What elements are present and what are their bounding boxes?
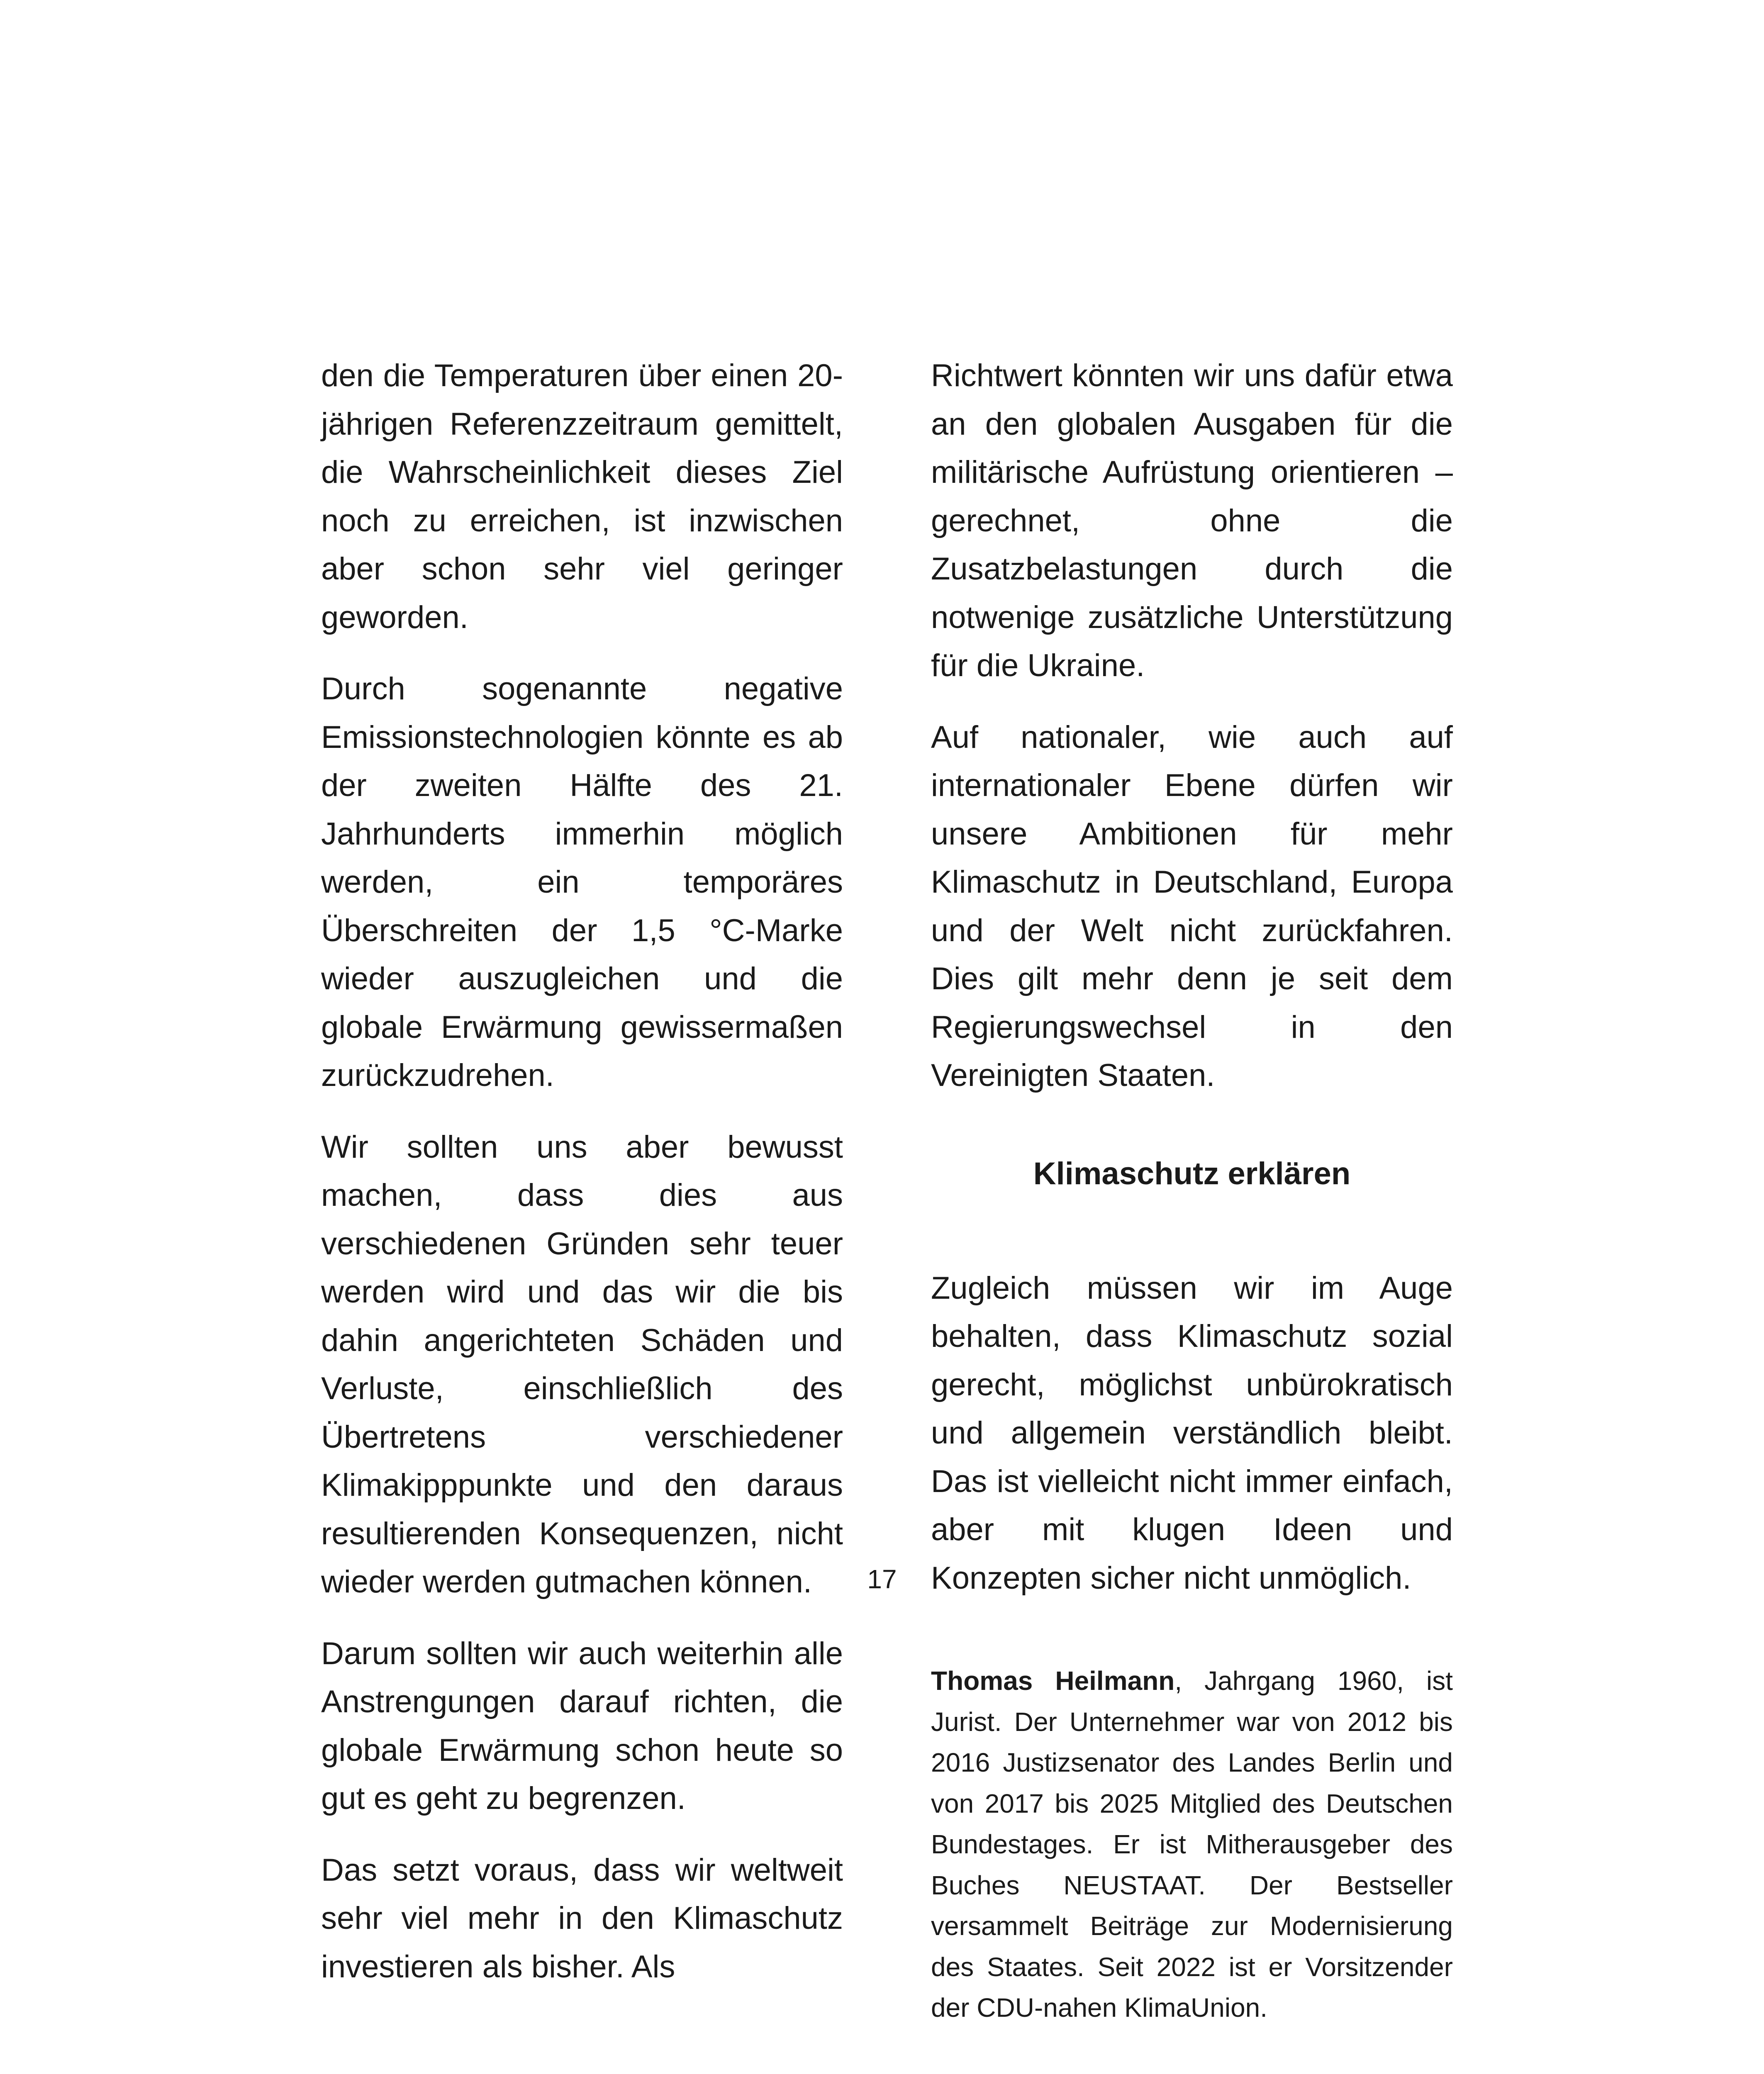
body-paragraph: Wir sollten uns aber bewusst machen, dass dies aus verschiedenen Gründen sehr teuer werden wird und das wir die bis dahin angerichteten Schäden und Verluste, einschließlich des Übertretens verschiedener Klimakipppunkte und den daraus resultierenden Konsequenzen, nicht wieder werden gutmachen können. bbox=[321, 1129, 843, 1599]
left-column bbox=[321, 352, 843, 2014]
right-column bbox=[931, 352, 1453, 2055]
body-paragraph: Auf nationaler, wie auch auf internationaler Ebene dürfen wir unsere Ambitionen für mehr Klimaschutz in Deutschland, Europa und der Welt nicht zurückfahren. Dies gilt mehr denn je seit dem Regierungswechsel in den Vereinigten Staaten. bbox=[931, 719, 1453, 1093]
body-paragraph: Durch sogenannte negative Emissionstechnologien könnte es ab der zweiten Hälfte des 21. Jahrhunderts immerhin möglich werden, ein temporäres Überschreiten der 1,5 °C-Marke wieder auszugleichen und die globale Erwärmung gewissermaßen zurückzudrehen. bbox=[321, 671, 843, 1093]
author-name: Thomas Heilmann bbox=[931, 1666, 1175, 1696]
body-paragraph: Zugleich müssen wir im Auge behalten, dass Klimaschutz sozial gerecht, möglichst unbürokratisch und allgemein verständlich bleibt. Das ist vielleicht nicht immer einfach, aber mit klugen Ideen und Konzepten sicher nicht unmöglich. bbox=[931, 1270, 1453, 1596]
body-paragraph: Darum sollten wir auch weiterhin alle Anstrengungen darauf richten, die globale Erwärmung schon heute so gut es geht zu begrenzen. bbox=[321, 1636, 843, 1816]
author-bio-text: , Jahrgang 1960, ist Jurist. Der Unternehmer war von 2012 bis 2016 Justizsenator des Landes Berlin und von 2017 bis 2025 Mitglied des Deutschen Bundestages. Er ist Mitherausgeber des Buches NEUSTAAT. Der Bestseller versammelt Beiträge zur Modernisierung des Staates. Seit 2022 ist er Vorsitzender der CDU-nahen KlimaUnion. bbox=[931, 1666, 1453, 2023]
body-paragraph: Richtwert könnten wir uns dafür etwa an den globalen Ausgaben für die militärische Aufrüstung orientieren – gerechnet, ohne die Zusatzbelastungen durch die notwenige zusätzliche Unterstützung für die Ukraine. bbox=[931, 358, 1453, 683]
author-bio bbox=[931, 1660, 1453, 2028]
section-heading: Klimaschutz erklären bbox=[1033, 1156, 1351, 1191]
page-number: 17 bbox=[867, 1564, 897, 1594]
body-paragraph: den die Temperaturen über einen 20-jährigen Referenzzeitraum gemittelt, die Wahrscheinlichkeit dieses Ziel noch zu erreichen, ist inzwischen aber schon sehr viel geringer geworden. bbox=[321, 358, 843, 635]
body-paragraph: Das setzt voraus, dass wir weltweit sehr viel mehr in den Klimaschutz investieren als bisher. Als bbox=[321, 1852, 843, 1984]
